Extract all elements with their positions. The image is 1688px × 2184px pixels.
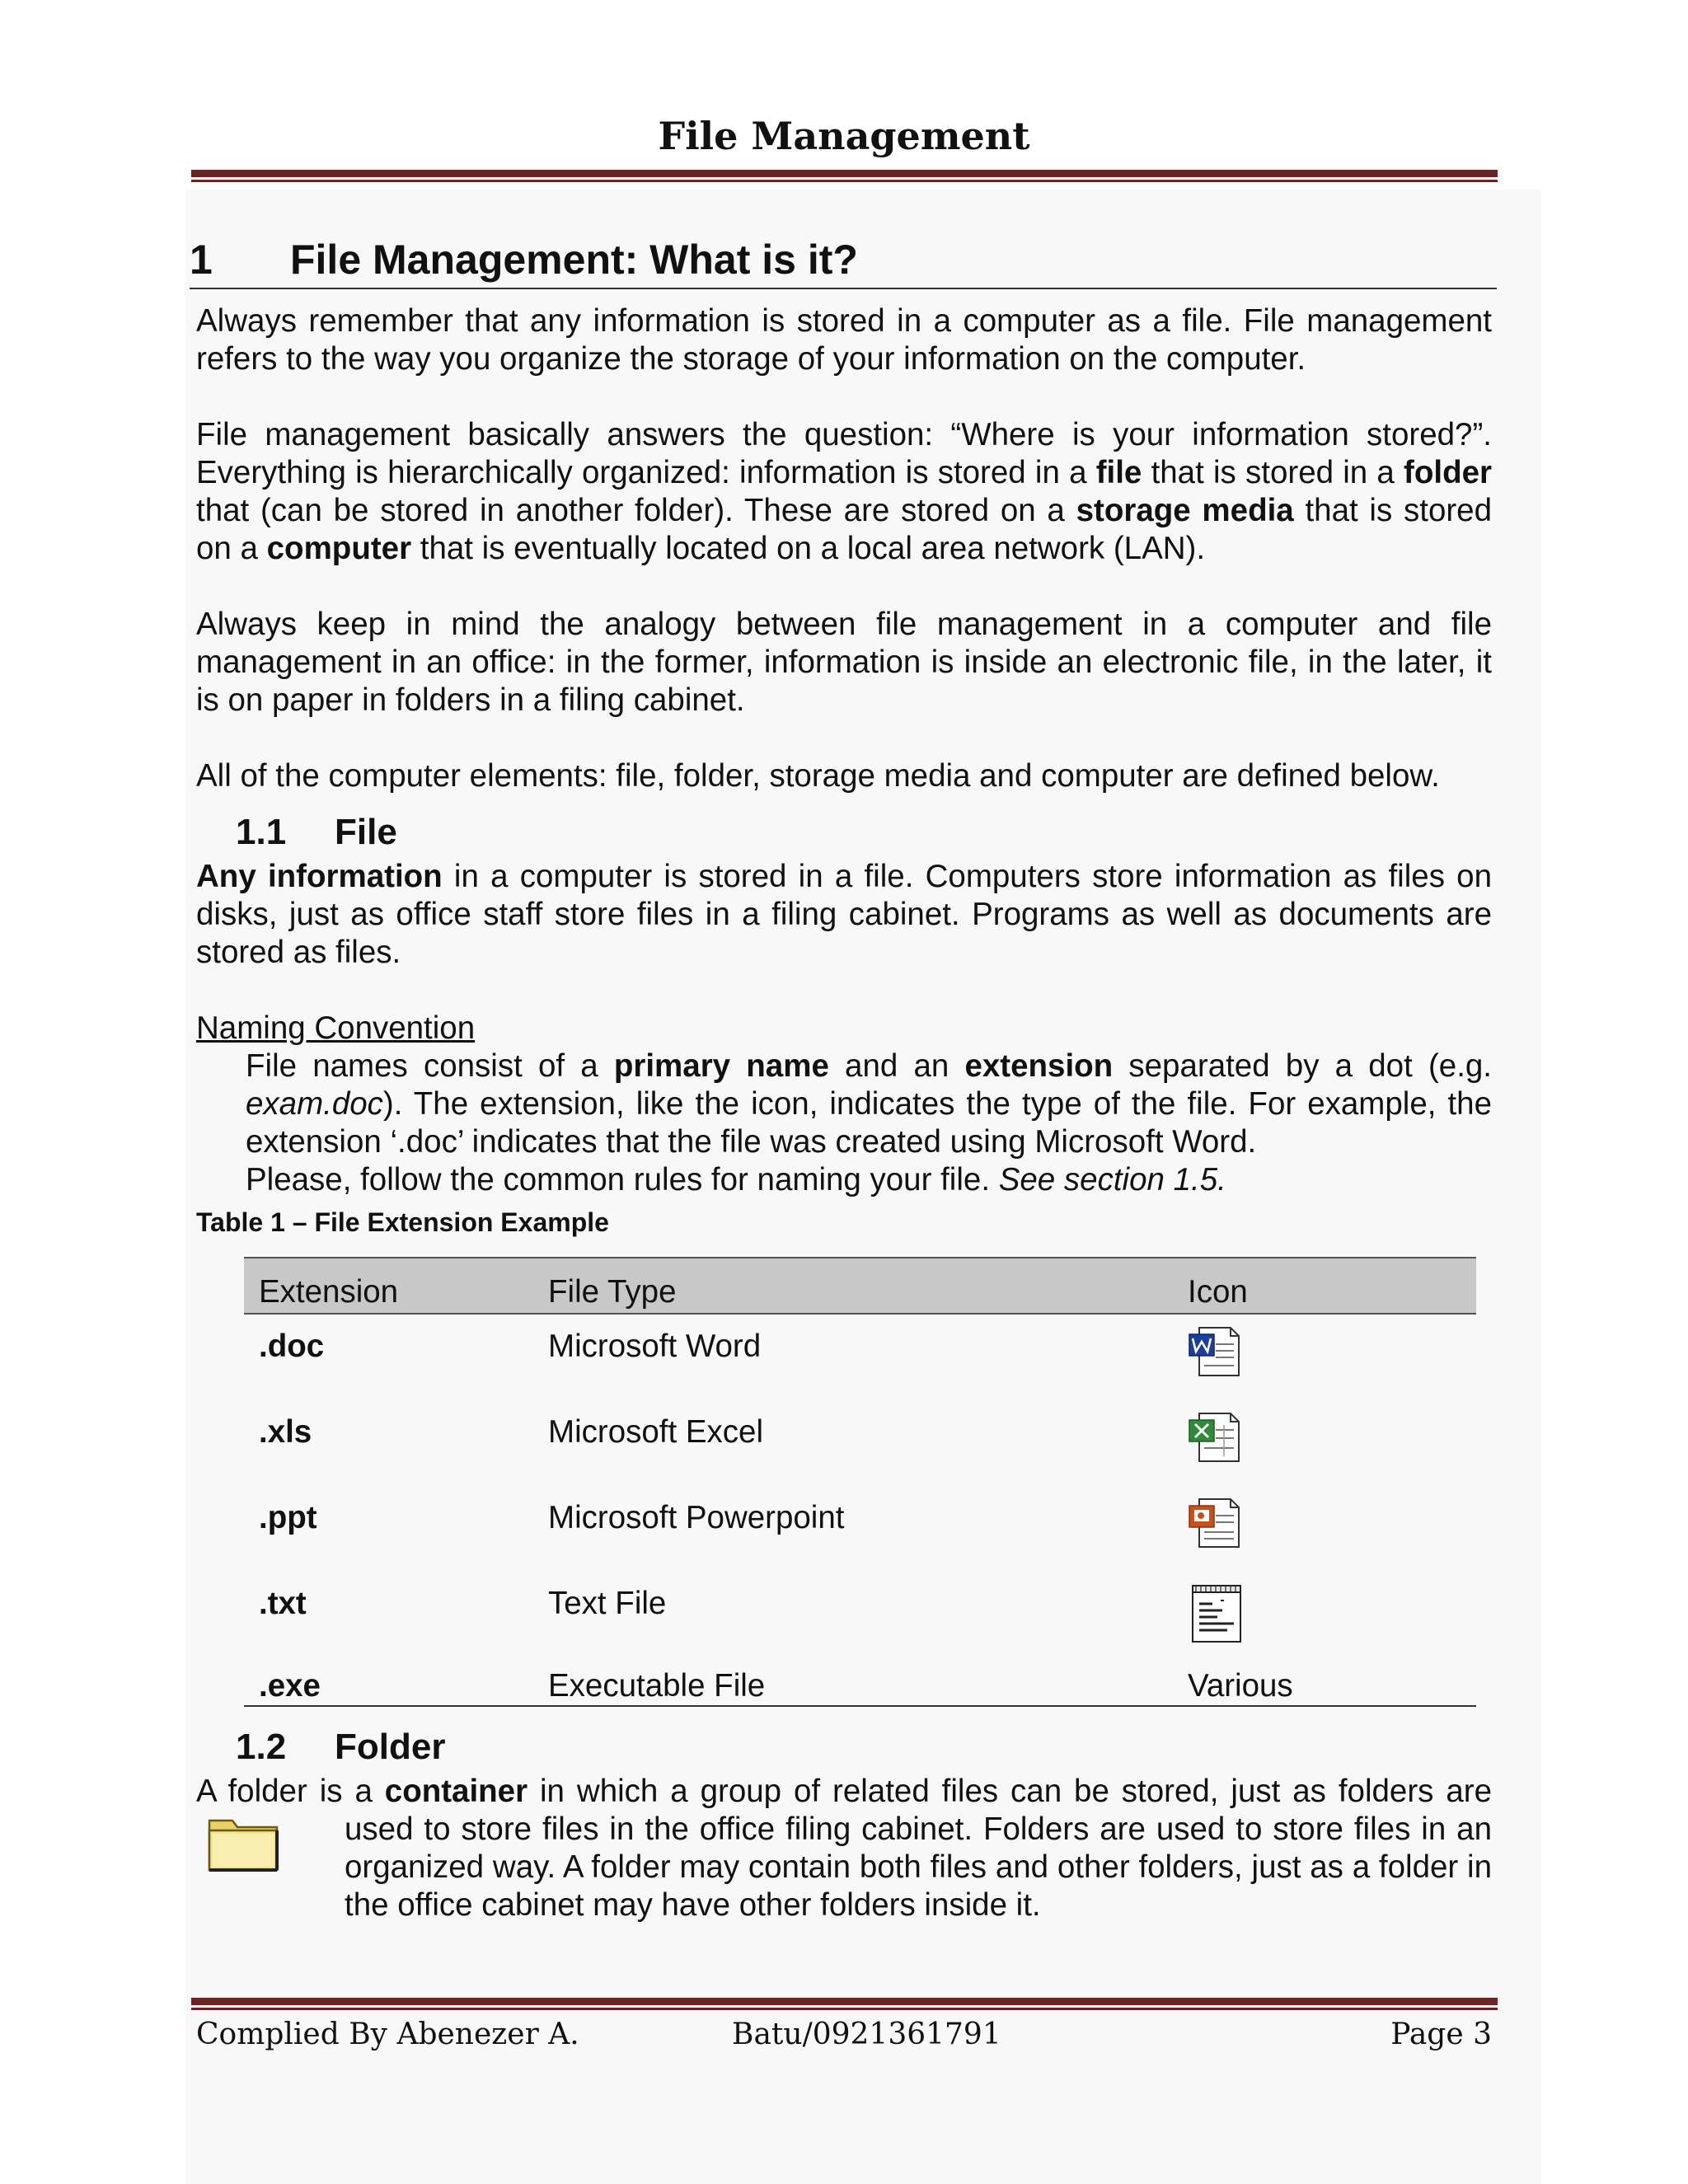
folder-paragraph-block bbox=[196, 1773, 1492, 1924]
table-row: .exe Executable File Various bbox=[244, 1657, 1476, 1706]
column-header: Extension bbox=[244, 1258, 533, 1314]
notepad-icon bbox=[1188, 1582, 1245, 1646]
footer-rule bbox=[191, 1998, 1498, 2005]
footer-rule-thin bbox=[191, 2008, 1498, 2010]
footer-author: Complied By Abenezer A. bbox=[196, 2018, 579, 2051]
document-body bbox=[190, 235, 1492, 1924]
section-1-2-heading: 1.2 Folder bbox=[236, 1727, 446, 1767]
table-row: .ppt Microsoft Powerpoint bbox=[244, 1486, 1476, 1572]
paragraph: Always keep in mind the analogy between file management in a computer and file management in an office: in the former, information is inside an electronic file, in the later, it is on paper in folders in a filing cabinet. bbox=[196, 607, 1492, 718]
paragraph: File names consist of a primary name and an extension separated by a dot (e.g. exam.doc). The extension, like the icon, indicates the type of the file. For example, the extension ‘.doc’ indicates that the file was created using Microsoft Word. bbox=[246, 1048, 1492, 1160]
section-1-1-heading: 1.1 File bbox=[236, 812, 397, 852]
table-row: .doc Microsoft Word bbox=[244, 1314, 1476, 1400]
page-header-title: File Management bbox=[658, 114, 1030, 158]
word-document-icon bbox=[1188, 1324, 1245, 1377]
file-extension-table bbox=[244, 1257, 1476, 1707]
section-number: 1 bbox=[190, 237, 213, 283]
column-header: Icon bbox=[1173, 1258, 1476, 1314]
footer-contact: Batu/0921361791 bbox=[732, 2018, 1001, 2051]
table-row: .xls Microsoft Excel bbox=[244, 1400, 1476, 1486]
naming-convention-heading: Naming Convention bbox=[196, 1010, 476, 1046]
paragraph: All of the computer elements: file, folder, storage media and computer are defined below. bbox=[196, 758, 1440, 794]
table-row: .txt Text File bbox=[244, 1572, 1476, 1657]
page-number: Page 3 bbox=[1390, 2018, 1492, 2051]
paragraph: Always remember that any information is stored in a computer as a file. File management refers to the way you organize the storage of your information on the computer. bbox=[196, 303, 1492, 377]
header-rule-thin bbox=[191, 180, 1498, 182]
section-1-heading bbox=[190, 235, 1497, 289]
folder-icon bbox=[204, 1809, 282, 1875]
paragraph: A folder is a container in which a group of related files can be stored, just as folders are used to store files in the office filing cabinet. Folders are used to store files in an organized way. A folder may contain both files and other folders, just as a folder in the office cabinet may have other folders inside it. bbox=[196, 1774, 1492, 1923]
paragraph: Please, follow the common rules for naming your file. See section 1.5. bbox=[246, 1162, 1226, 1197]
section-title: File Management: What is it? bbox=[290, 237, 858, 283]
header-rule bbox=[191, 170, 1498, 177]
table-caption: Table 1 – File Extension Example bbox=[196, 1207, 609, 1237]
paragraph: Any information in a computer is stored in a file. Computers store information as files on disks, just as office staff store files in a filing cabinet. Programs as well as documents are stored as files. bbox=[196, 859, 1492, 970]
paragraph: File management basically answers the question: “Where is your information stored?”. Everything is hierarchically organized: information is stored in a file that is stored in a folder that (can be stored in another folder). These are stored on a storage media that is stored on a computer that is eventually located on a local area network (LAN). bbox=[196, 417, 1492, 566]
column-header: File Type bbox=[533, 1258, 1173, 1314]
excel-document-icon bbox=[1188, 1410, 1245, 1463]
powerpoint-document-icon bbox=[1188, 1496, 1245, 1549]
